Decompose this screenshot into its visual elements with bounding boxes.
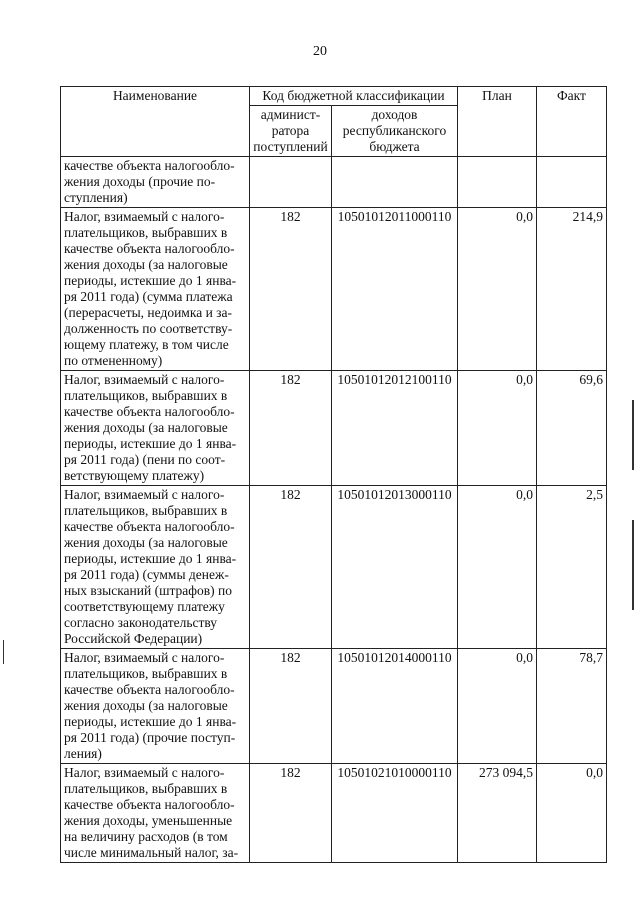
row-name-line: ных взысканий (штрафов) по xyxy=(64,583,232,598)
income-code-cell xyxy=(332,157,458,208)
plan-cell: 273 094,5 xyxy=(458,764,537,863)
row-name-cell xyxy=(61,157,250,208)
table-row xyxy=(61,764,607,863)
page-number: 20 xyxy=(313,44,327,59)
row-name-line: ветствующему платежу) xyxy=(64,468,205,483)
row-name-line: качестве объекта налогообло- xyxy=(64,241,235,256)
row-name-line: плательщиков, выбравших в xyxy=(64,666,228,681)
income-code-cell: 10501012013000110 xyxy=(332,486,458,649)
scan-edge-mark xyxy=(632,520,634,610)
row-name-line: долженность по соответству- xyxy=(64,321,233,336)
plan-cell: 0,0 xyxy=(458,208,537,371)
row-name-line: жения доходы (за налоговые xyxy=(64,698,228,713)
row-name-line: качестве объекта налогообло- xyxy=(64,519,235,534)
row-name-line: плательщиков, выбравших в xyxy=(64,225,228,240)
row-name-line: соответствующему платежу xyxy=(64,599,225,614)
row-name-line: Налог, взимаемый с налого- xyxy=(64,209,225,224)
header-row-1 xyxy=(61,87,607,106)
row-name-line: качестве объекта налогообло- xyxy=(64,158,235,173)
table-row xyxy=(61,486,607,649)
header-fact: Факт xyxy=(537,87,607,157)
row-name-line: Налог, взимаемый с налого- xyxy=(64,650,225,665)
admin-code-cell: 182 xyxy=(250,208,332,371)
header-plan: План xyxy=(458,87,537,157)
header-admin-line: ратора xyxy=(271,123,310,138)
row-name-line: периоды, истекшие до 1 янва- xyxy=(64,714,237,729)
header-admin-line: админист- xyxy=(260,107,321,122)
table-row xyxy=(61,157,607,208)
row-name-line: качестве объекта налогообло- xyxy=(64,682,235,697)
row-name-line: периоды, истекшие до 1 янва- xyxy=(64,436,237,451)
row-name-cell xyxy=(61,764,250,863)
row-name-line: качестве объекта налогообло- xyxy=(64,797,235,812)
header-code-group: Код бюджетной классификации xyxy=(250,87,458,106)
plan-cell: 0,0 xyxy=(458,649,537,764)
admin-code-cell: 182 xyxy=(250,649,332,764)
income-code-cell: 10501012014000110 xyxy=(332,649,458,764)
header-admin-line: поступлений xyxy=(253,139,328,154)
header-income-line: доходов xyxy=(371,107,418,122)
row-name-line: плательщиков, выбравших в xyxy=(64,781,228,796)
scan-edge-mark xyxy=(632,400,634,470)
row-name-line: ря 2011 года) (суммы денеж- xyxy=(64,567,229,582)
row-name-line: ления) xyxy=(64,746,102,761)
plan-cell xyxy=(458,157,537,208)
fact-cell: 2,5 xyxy=(537,486,607,649)
row-name-line: Налог, взимаемый с налого- xyxy=(64,372,225,387)
fact-cell xyxy=(537,157,607,208)
admin-code-cell: 182 xyxy=(250,486,332,649)
plan-cell: 0,0 xyxy=(458,486,537,649)
row-name-line: ря 2011 года) (сумма платежа xyxy=(64,289,233,304)
row-name-line: Налог, взимаемый с налого- xyxy=(64,487,225,502)
row-name-line: по отмененному) xyxy=(64,353,163,368)
plan-cell: 0,0 xyxy=(458,371,537,486)
row-name-cell xyxy=(61,208,250,371)
header-income-line: бюджета xyxy=(369,139,420,154)
income-code-cell: 10501021010000110 xyxy=(332,764,458,863)
row-name-cell xyxy=(61,371,250,486)
table-body xyxy=(61,157,607,863)
row-name-line: качестве объекта налогообло- xyxy=(64,404,235,419)
row-name-line: согласно законодательству xyxy=(64,615,218,630)
row-name-line: жения доходы, уменьшенные xyxy=(64,813,233,828)
row-name-line: жения доходы (за налоговые xyxy=(64,535,228,550)
row-name-line: Налог, взимаемый с налого- xyxy=(64,765,225,780)
fact-cell: 78,7 xyxy=(537,649,607,764)
row-name-line: жения доходы (прочие по- xyxy=(64,174,216,189)
row-name-line: плательщиков, выбравших в xyxy=(64,503,228,518)
row-name-line: плательщиков, выбравших в xyxy=(64,388,228,403)
row-name-line: периоды, истекшие до 1 янва- xyxy=(64,551,237,566)
fact-cell: 214,9 xyxy=(537,208,607,371)
row-name-line: числе минимальный налог, за- xyxy=(64,845,239,860)
row-name-line: периоды, истекшие до 1 янва- xyxy=(64,273,237,288)
admin-code-cell: 182 xyxy=(250,371,332,486)
header-income xyxy=(332,106,458,157)
budget-classification-table xyxy=(60,86,607,863)
fact-cell: 0,0 xyxy=(537,764,607,863)
income-code-cell: 10501012012100110 xyxy=(332,371,458,486)
income-code-cell: 10501012011000110 xyxy=(332,208,458,371)
row-name-line: жения доходы (за налоговые xyxy=(64,257,228,272)
table-row xyxy=(61,371,607,486)
row-name-cell xyxy=(61,649,250,764)
row-name-line: ющему платежу, в том числе xyxy=(64,337,229,352)
row-name-line: на величину расходов (в том xyxy=(64,829,228,844)
row-name-line: (перерасчеты, недоимка и за- xyxy=(64,305,232,320)
row-name-line: ступления) xyxy=(64,190,128,205)
table-row xyxy=(61,649,607,764)
row-name-line: ря 2011 года) (прочие поступ- xyxy=(64,730,236,745)
fact-cell: 69,6 xyxy=(537,371,607,486)
row-name-line: Российской Федерации) xyxy=(64,631,203,646)
admin-code-cell xyxy=(250,157,332,208)
admin-code-cell: 182 xyxy=(250,764,332,863)
header-income-line: республиканского xyxy=(342,123,447,138)
table-row xyxy=(61,208,607,371)
row-name-line: жения доходы (за налоговые xyxy=(64,420,228,435)
header-admin xyxy=(250,106,332,157)
header-name: Наименование xyxy=(61,87,250,157)
row-name-line: ря 2011 года) (пени по соот- xyxy=(64,452,226,467)
scan-edge-mark xyxy=(3,640,4,664)
row-name-cell xyxy=(61,486,250,649)
